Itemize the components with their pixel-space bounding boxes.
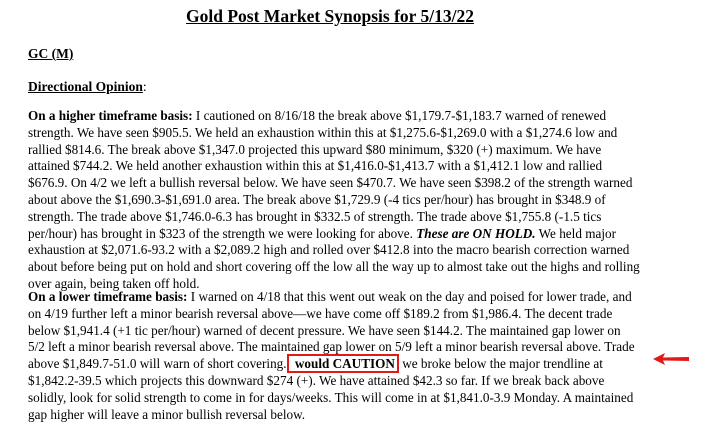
paragraph-line: exhaustion at $2,071.6-93.2 with a $2,089.2 high and rolled over $412.8 into the macro bearish correction warned (28, 242, 630, 258)
directional-opinion-heading (28, 79, 147, 95)
paragraph-line: $676.9. On 4/2 we left a bullish reversal below. We have seen $470.7. We have seen $398.2 of the strength warned (28, 175, 633, 191)
line-text: per/hour) has brought in $323 of the strength we were looking for above. (28, 225, 417, 241)
line-text: I cautioned on 8/16/18 the break above $1,179.7-$1,183.7 warned of renewed (192, 108, 607, 123)
paragraph-line: solidly, look for solid strength to come in for days/weeks. This will come in at $1,841.0-3.9 Monday. A maintained (28, 389, 634, 405)
paragraph-line: strength. The trade above $1,746.0-6.3 has brought in $332.5 of strength. The trade above $1,755.8 (-1.5 tics (28, 208, 602, 224)
paragraph-line: strength. We have seen $905.5. We held an exhaustion within this at $1,275.6-$1,269.0 with a $1,274.6 low and (28, 124, 618, 140)
paragraph-line: $1,842.2-39.5 which projects this downward $274 (+). We have attained $42.3 so far. If we break back above (28, 372, 605, 388)
lower-timeframe-paragraph (28, 289, 648, 423)
line-text: I warned on 4/18 that this went out weak on the day and poised for lower trade, and (187, 289, 632, 304)
higher-timeframe-paragraph (28, 108, 648, 293)
paragraph-line: on 4/19 further left a minor bearish reversal above—we have come off $189.2 from $1,986.4. The decent trade (28, 305, 613, 321)
red-arrow-left-icon (653, 352, 689, 366)
on-hold-emphasis: These are ON HOLD. (416, 225, 536, 241)
paragraph-line: rallied $814.6. The break above $1,347.0 projected this upward $80 minimum, $320 (+) maximum. We have (28, 141, 602, 157)
line-text: we broke below the major trendline at (398, 356, 603, 372)
paragraph-line: over again, being taken off hold. (28, 275, 200, 291)
paragraph-line: 5/2 left a minor bearish reversal above. The maintained gap lower on 5/9 left a minor bearish reversal above. Trade (28, 339, 635, 355)
document-title: Gold Post Market Synopsis for 5/13/22 (186, 6, 474, 26)
paragraph-line (28, 289, 648, 306)
caution-highlight-box: would CAUTION (287, 354, 399, 373)
paragraph-line (28, 226, 648, 243)
directional-opinion-label: Directional Opinion (28, 79, 143, 94)
higher-timeframe-heading: On a higher timeframe basis: (28, 108, 193, 123)
lower-timeframe-heading: On a lower timeframe basis: (28, 289, 188, 304)
paragraph-line: about above the $1,690.3-$1,691.0 area. The break above $1,729.9 (-4 tics per/hour) has brought in $348.9 of (28, 191, 606, 207)
paragraph-line: attained $744.2. We held another exhaustion within this at $1,416.0-$1,413.7 with a $1,412.1 low and rallied (28, 158, 603, 174)
line-text: We held major (535, 225, 616, 241)
paragraph-line (28, 108, 648, 125)
paragraph-line: below $1,941.4 (+1 tic per/hour) warned of decent pressure. We have seen $144.2. The maintained gap lower on (28, 322, 621, 338)
paragraph-line: about before being put on hold and short covering off the low all the way up to almost take out the highs and rolling (28, 259, 640, 275)
line-text: above $1,849.7-51.0 will warn of short covering. (28, 356, 290, 372)
contract-code: GC (M) (28, 46, 74, 61)
paragraph-line: gap higher will leave a minor bullish reversal below. (28, 406, 306, 422)
directional-opinion-suffix: : (142, 79, 147, 94)
paragraph-line (28, 356, 648, 373)
